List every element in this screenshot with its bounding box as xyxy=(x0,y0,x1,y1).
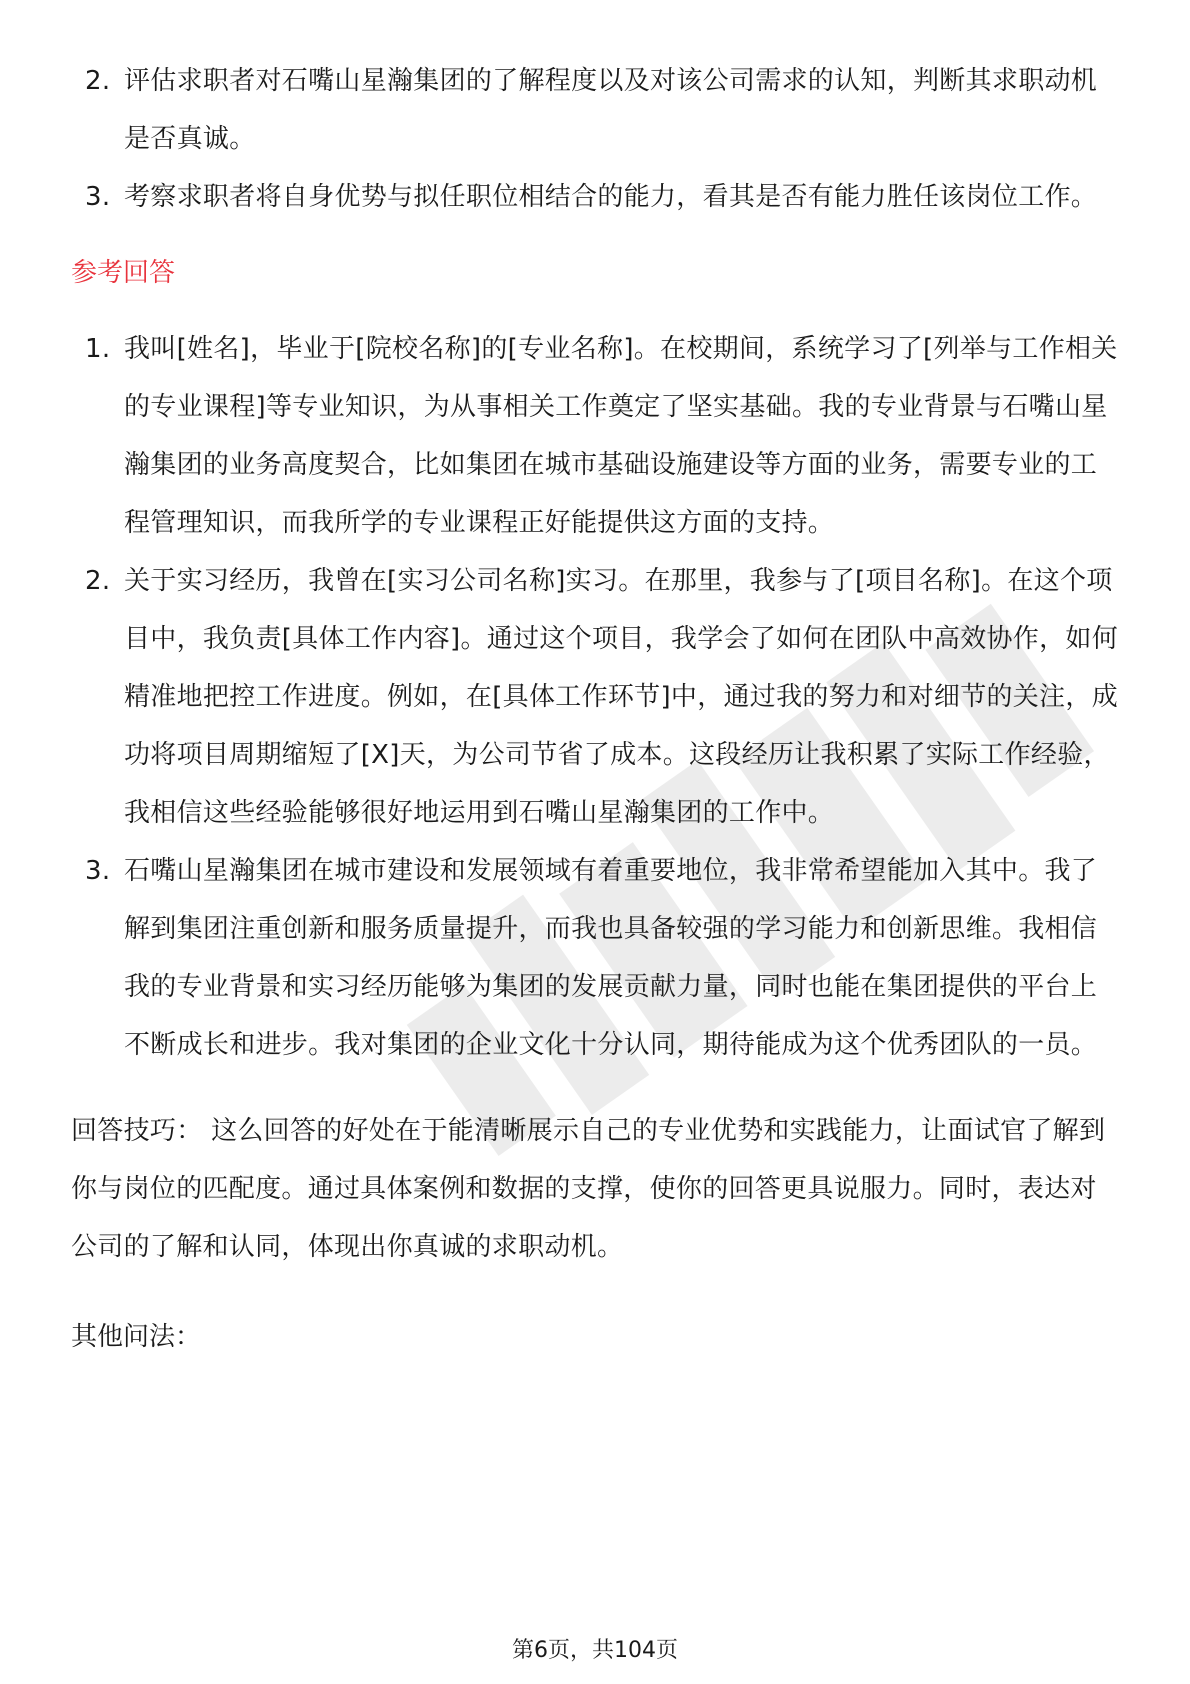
list-number: 1. xyxy=(85,334,111,364)
list-text: 关于实习经历，我曾在[实习公司名称]实习。在那里，我参与了[项目名称]。在这个项目中，我负责[具体工作内容]。通过这个项目，我学会了如何在团队中高效协作，如何精准地把控工作进度。例如，在[具体工作环节]中，通过我的努力和对细节的关注，成功将项目周期缩短了[X]天，为公司节省了成本。这段经历让我积累了实际工作经验，我相信这些经验能够很好地运用到石嘴山星瀚集团的工作中。 xyxy=(124,566,1118,828)
list-item xyxy=(71,320,1121,552)
answer-heading: 参考回答 xyxy=(71,258,176,288)
list-text: 评估求职者对石嘴山星瀚集团的了解程度以及对该公司需求的认知，判断其求职动机是否真诚。 xyxy=(124,66,1098,154)
answer-tips: 回答技巧： 这么回答的好处在于能清晰展示自己的专业优势和实践能力，让面试官了解到你与岗位的匹配度。通过具体案例和数据的支撑，使你的回答更具说服力。同时，表达对公司的了解和认同，体现出你真诚的求职动机。 xyxy=(71,1116,1106,1262)
list-number: 3. xyxy=(85,182,111,212)
page-number: 第6页，共104页 xyxy=(512,1638,678,1663)
list-text: 考察求职者将自身优势与拟任职位相结合的能力，看其是否有能力胜任该岗位工作。 xyxy=(124,182,1098,212)
list-number: 2. xyxy=(85,566,111,596)
page-content xyxy=(71,52,1121,1366)
list-item xyxy=(71,552,1121,842)
other-questions-label: 其他问法： xyxy=(71,1322,202,1352)
list-text: 石嘴山星瀚集团在城市建设和发展领域有着重要地位，我非常希望能加入其中。我了解到集团注重创新和服务质量提升，而我也具备较强的学习能力和创新思维。我相信我的专业背景和实习经历能够为集团的发展贡献力量，同时也能在集团提供的平台上不断成长和进步。我对集团的企业文化十分认同，期待能成为这个优秀团队的一员。 xyxy=(124,856,1098,1060)
answer-list xyxy=(71,320,1121,1074)
list-number: 3. xyxy=(85,856,111,886)
list-item xyxy=(71,168,1121,226)
evaluation-points-list xyxy=(71,52,1121,226)
list-number: 2. xyxy=(85,66,111,96)
list-item xyxy=(71,52,1121,168)
list-item xyxy=(71,842,1121,1074)
list-text: 我叫[姓名]，毕业于[院校名称]的[专业名称]。在校期间，系统学习了[列举与工作相关的专业课程]等专业知识，为从事相关工作奠定了坚实基础。我的专业背景与石嘴山星瀚集团的业务高度契合，比如集团在城市基础设施建设等方面的业务，需要专业的工程管理知识，而我所学的专业课程正好能提供这方面的支持。 xyxy=(124,334,1118,538)
